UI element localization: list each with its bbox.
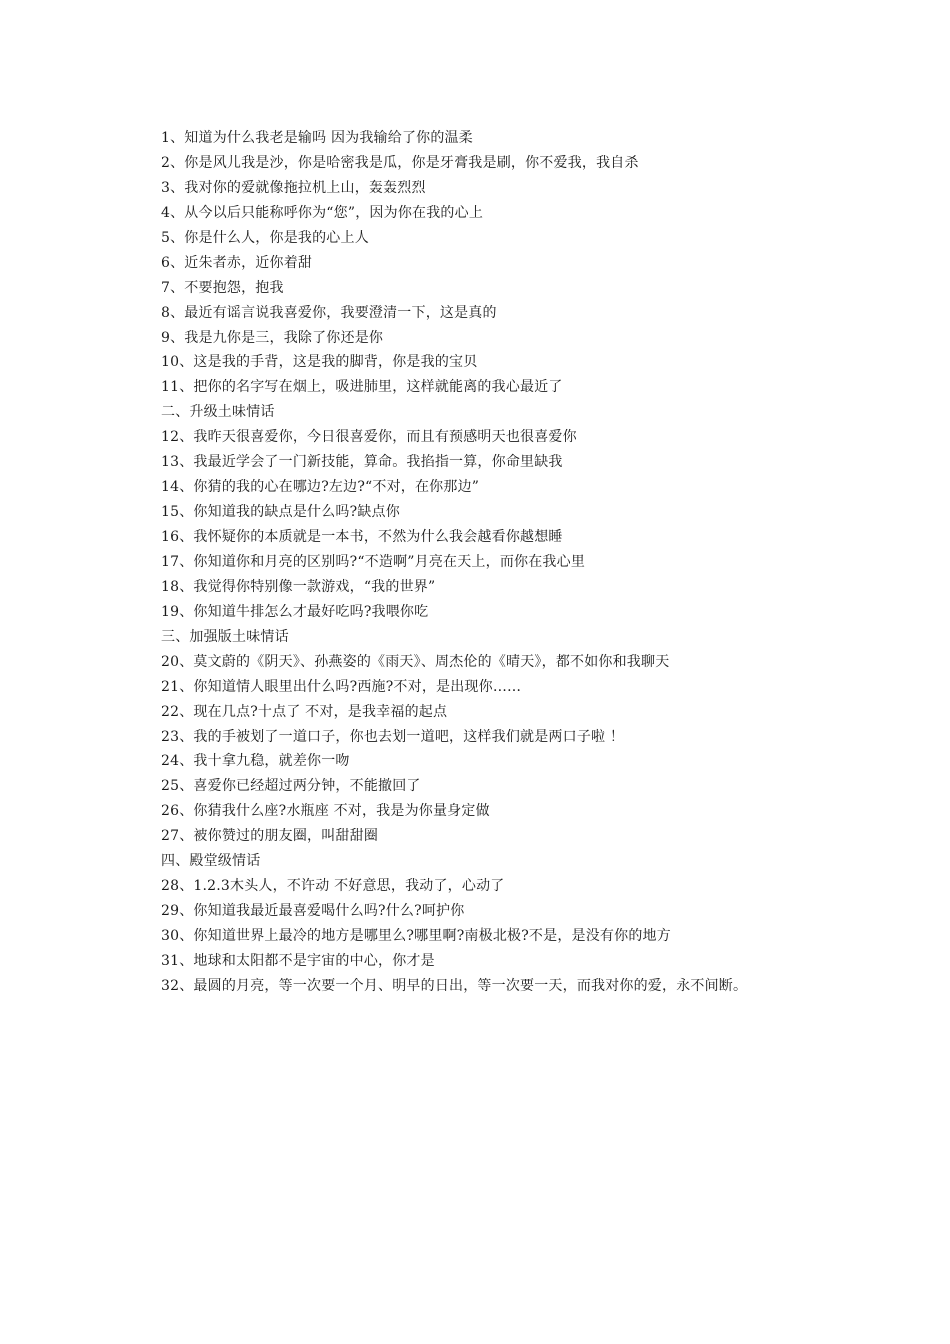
list-item: 5、你是什么人，你是我的心上人 xyxy=(161,229,369,246)
list-item: 30、你知道世界上最冷的地方是哪里么?哪里啊?南极北极?不是，是没有你的地方 xyxy=(161,928,671,944)
list-item: 20、莫文蔚的《阴天》、孙燕姿的《雨天》、周杰伦的《晴天》，都不如你和我聊天 xyxy=(161,653,670,670)
list-item: 4、从今以后只能称呼你为“您”，因为你在我的心上 xyxy=(161,204,484,221)
list-item: 7、不要抱怨，抱我 xyxy=(161,279,284,296)
list-item: 16、我怀疑你的本质就是一本书，不然为什么我会越看你越想睡 xyxy=(161,529,563,545)
section-heading: 二、升级土味情话 xyxy=(161,404,275,421)
list-item: 3、我对你的爱就像拖拉机上山，轰轰烈烈 xyxy=(161,179,426,196)
list-item: 15、你知道我的缺点是什么吗?缺点你 xyxy=(161,504,400,521)
list-item: 32、最圆的月亮，等一次要一个月、明早的日出，等一次要一天，而我对你的爱，永不间断。 xyxy=(161,977,748,994)
document-body xyxy=(161,126,861,999)
list-item: 2、你是风儿我是沙，你是哈密我是瓜，你是牙膏我是刷，你不爱我，我自杀 xyxy=(161,154,639,171)
list-item: 26、你猜我什么座?水瓶座 不对，我是为你量身定做 xyxy=(161,803,490,820)
list-item: 11、把你的名字写在烟上，吸进肺里，这样就能离的我心最近了 xyxy=(161,379,563,396)
list-item: 17、你知道你和月亮的区别吗?“不造啊”月亮在天上，而你在我心里 xyxy=(161,553,586,570)
list-item: 22、现在几点?十点了 不对，是我幸福的起点 xyxy=(161,703,448,720)
list-item: 23、我的手被划了一道口子，你也去划一道吧，这样我们就是两口子啦 ！ xyxy=(161,728,625,745)
list-item: 9、我是九你是三，我除了你还是你 xyxy=(161,329,384,346)
list-item: 13、我最近学会了一门新技能，算命。我掐指一算，你命里缺我 xyxy=(161,454,563,471)
list-item: 14、你猜的我的心在哪边?左边?“不对，在你那边” xyxy=(161,479,480,496)
list-item: 21、你知道情人眼里出什么吗?西施?不对，是出现你…… xyxy=(161,678,522,695)
list-item: 8、最近有谣言说我喜爱你，我要澄清一下，这是真的 xyxy=(161,304,497,321)
list-item: 1、知道为什么我老是输吗 因为我输给了你的温柔 xyxy=(161,130,473,146)
list-item: 19、你知道牛排怎么才最好吃吗?我喂你吃 xyxy=(161,603,429,620)
section-heading: 三、加强版土味情话 xyxy=(161,628,289,645)
section-heading: 四、殿堂级情话 xyxy=(161,853,261,870)
list-item: 25、喜爱你已经超过两分钟，不能撤回了 xyxy=(161,778,421,795)
list-item: 27、被你赞过的朋友圈，叫甜甜圈 xyxy=(161,828,379,845)
list-item: 10、这是我的手背，这是我的脚背，你是我的宝贝 xyxy=(161,354,478,371)
list-item: 31、地球和太阳都不是宇宙的中心，你才是 xyxy=(161,952,435,969)
list-item: 24、我十拿九稳，就差你一吻 xyxy=(161,753,350,770)
list-item: 28、1.2.3木头人，不许动 不好意思，我动了，心动了 xyxy=(161,878,505,895)
list-item: 6、近朱者赤，近你着甜 xyxy=(161,254,313,271)
list-item: 29、你知道我最近最喜爱喝什么吗?什么?呵护你 xyxy=(161,903,465,920)
list-item: 12、我昨天很喜爱你，今日很喜爱你，而且有预感明天也很喜爱你 xyxy=(161,429,577,446)
list-item: 18、我觉得你特别像一款游戏，“我的世界” xyxy=(161,578,436,595)
